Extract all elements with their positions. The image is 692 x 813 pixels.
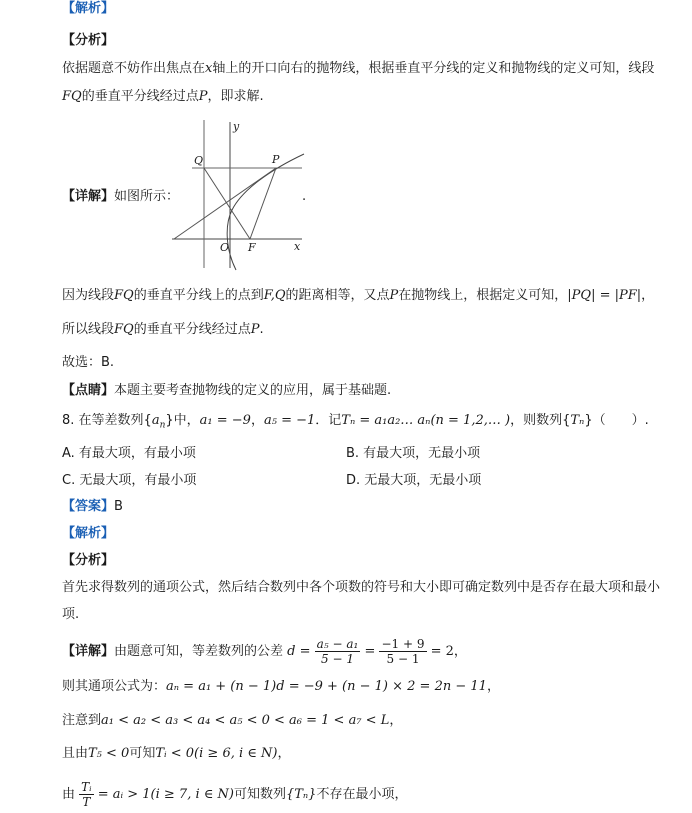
answer-line: 【答案】B	[62, 499, 123, 514]
label-x: x	[294, 240, 301, 253]
option-a: A. 有最大项，有最小项	[62, 446, 196, 461]
parabola-curve	[227, 154, 307, 270]
option-c: C. 无最大项，有最小项	[62, 473, 197, 488]
q8-detail-line: 【详解】由题意可知，等差数列的公差 d = $\frac{\text{a₅ − a₁}}{5 - 1}$ = $\frac{-1 + 9}{5 - 1}$ = 2，	[62, 637, 467, 666]
label-p: P	[272, 153, 280, 166]
general-term-line: 则其通项公式为：aₙ = a₁ + (n − 1)d = −9 + (n − 1) × 2 = 2n − 11，	[62, 679, 500, 694]
perpendicular-bisector	[174, 168, 276, 239]
label-q: Q	[194, 154, 204, 167]
solution-tag-2: 【解析】	[62, 526, 115, 541]
insight-line: 【点睛】本题主要考查抛物线的定义的应用，属于基础题.	[62, 383, 392, 398]
label-o: O	[220, 241, 230, 254]
analysis-line-2: FQ的垂直平分线经过点P，即求解.	[62, 89, 264, 104]
question-8-stem: 8. 在等差数列$\{a_n\}$中，a₁ = −9，a₅ = −1．记Tₙ = a₁a₂… aₙ(n = 1,2,… )，则数列{Tₙ}（ ）.	[62, 413, 649, 431]
note-line: 注意到a₁ < a₂ < a₃ < a₄ < a₅ < 0 < a₆ = 1 < a₇ < L，	[62, 713, 403, 728]
reason-line-1: 因为线段FQ的垂直平分线上的点到F,Q的距离相等，又点P在抛物线上，根据定义可知，|PQ| = |PF|，	[62, 288, 655, 303]
figure-trailing-dot: .	[302, 189, 307, 204]
fraction-d: $\frac{\text{a₅ − a₁}}{5 - 1}$	[316, 637, 359, 666]
label-f: F	[248, 241, 256, 254]
solution-tag: 【解析】	[62, 1, 115, 16]
option-b: B. 有最大项，无最小项	[346, 446, 481, 461]
and-line: 且由T₅ < 0可知Tᵢ < 0(i ≥ 6, i ∈ N)，	[62, 746, 291, 761]
analysis-tag-2: 【分析】	[62, 553, 115, 568]
option-d: D. 无最大项，无最小项	[346, 473, 482, 488]
fraction-value: $\frac{-1 + 9}{5 - 1}$	[381, 637, 425, 666]
choice-line: 故选：B.	[62, 355, 115, 370]
parabola-figure	[170, 118, 306, 273]
segment-fp	[250, 168, 276, 239]
detail-line-figure: 【详解】如图所示：	[62, 189, 180, 204]
analysis-line-1: 依据题意不妨作出焦点在x轴上的开口向右的抛物线，根据垂直平分线的定义和抛物线的定义可知，线段	[62, 61, 655, 76]
by-line: 由 $\frac{\text{Tᵢ}}{T}$ = aᵢ > 1(i ≥ 7, i ∈ N)可知数列{Tₙ}不存在最小项，	[62, 780, 408, 809]
fraction-ratio: $\frac{\text{Tᵢ}}{T}$	[81, 780, 92, 809]
reason-line-2: 所以线段FQ的垂直平分线经过点P.	[62, 322, 264, 337]
label-y: y	[233, 120, 240, 133]
q8-analysis-line-1: 首先求得数列的通项公式，然后结合数列中各个项数的符号和大小即可确定数列中是否存在最大项和最小	[62, 580, 661, 595]
q8-analysis-line-2: 项.	[62, 607, 80, 622]
analysis-tag: 【分析】	[62, 33, 115, 48]
